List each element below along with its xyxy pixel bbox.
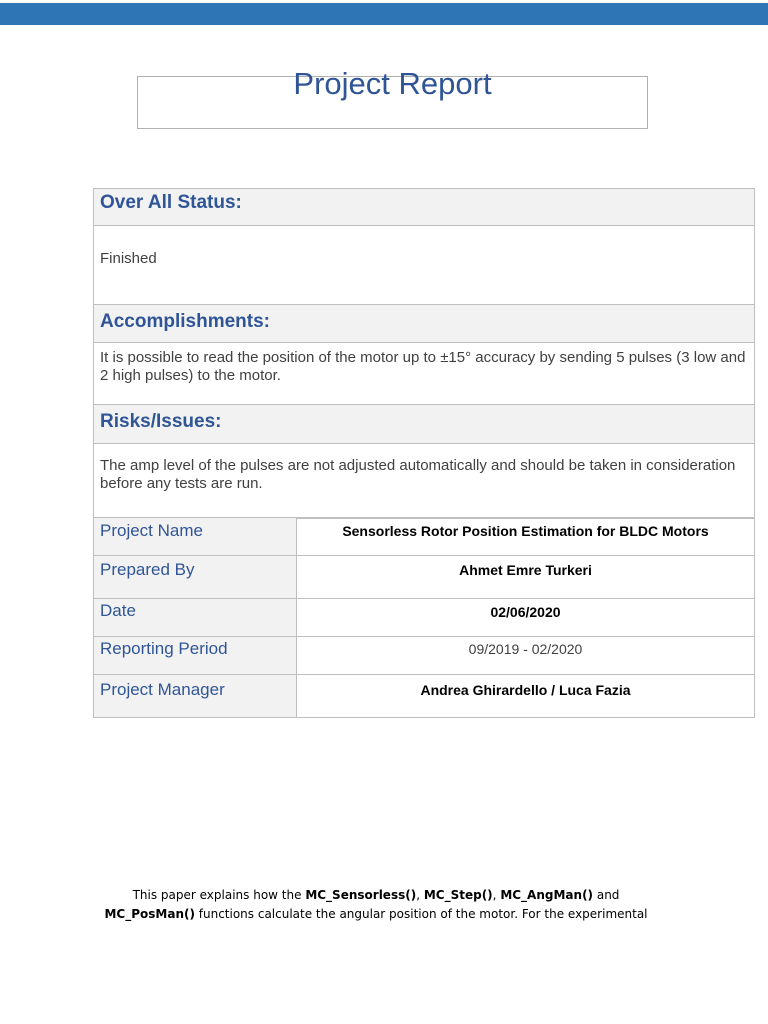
function-name: MC_PosMan() <box>104 907 195 921</box>
body-paragraph <box>93 886 659 924</box>
info-row-reporting-period <box>94 636 754 674</box>
info-label: Prepared By <box>94 556 297 598</box>
info-value: 09/2019 - 02/2020 <box>468 641 583 657</box>
page-title: Project Report <box>293 66 492 101</box>
header-accent-bar <box>0 0 768 25</box>
body-text: and <box>593 888 620 902</box>
info-row-project-manager <box>94 674 754 717</box>
overall-status-heading: Over All Status: <box>94 189 754 226</box>
body-text: This paper explains how the <box>132 888 306 902</box>
function-name: MC_Sensorless() <box>305 888 417 902</box>
info-label: Project Manager <box>94 675 297 717</box>
info-label: Project Name <box>94 518 297 555</box>
info-row-prepared-by <box>94 555 754 598</box>
info-label: Reporting Period <box>94 637 297 674</box>
status-table <box>93 188 755 519</box>
body-text: , <box>416 888 424 902</box>
info-value: Andrea Ghirardello / Luca Fazia <box>420 682 631 698</box>
body-text: functions calculate the angular position of the motor. For the experimental <box>194 907 648 921</box>
info-value: 02/06/2020 <box>490 604 561 620</box>
info-row-date <box>94 598 754 636</box>
function-name: MC_Step() <box>423 888 493 902</box>
accomplishments-heading: Accomplishments: <box>94 305 754 343</box>
risks-text: The amp level of the pulses are not adjusted automatically and should be taken in consideration before any tests are run. <box>100 457 736 492</box>
body-text: , <box>492 888 501 902</box>
info-row-project-name <box>94 517 754 555</box>
overall-status-value: Finished <box>94 226 754 305</box>
info-value: Sensorless Rotor Position Estimation for BLDC Motors <box>342 523 709 539</box>
risks-heading: Risks/Issues: <box>94 405 754 444</box>
info-label: Date <box>94 599 297 636</box>
function-name: MC_AngMan() <box>500 888 594 902</box>
accomplishments-text: It is possible to read the position of the motor up to ±15° accuracy by sending 5 pulses (3 low and 2 high pulses) to the motor. <box>94 343 754 405</box>
project-info-table <box>93 517 755 718</box>
info-value: Ahmet Emre Turkeri <box>459 562 592 578</box>
